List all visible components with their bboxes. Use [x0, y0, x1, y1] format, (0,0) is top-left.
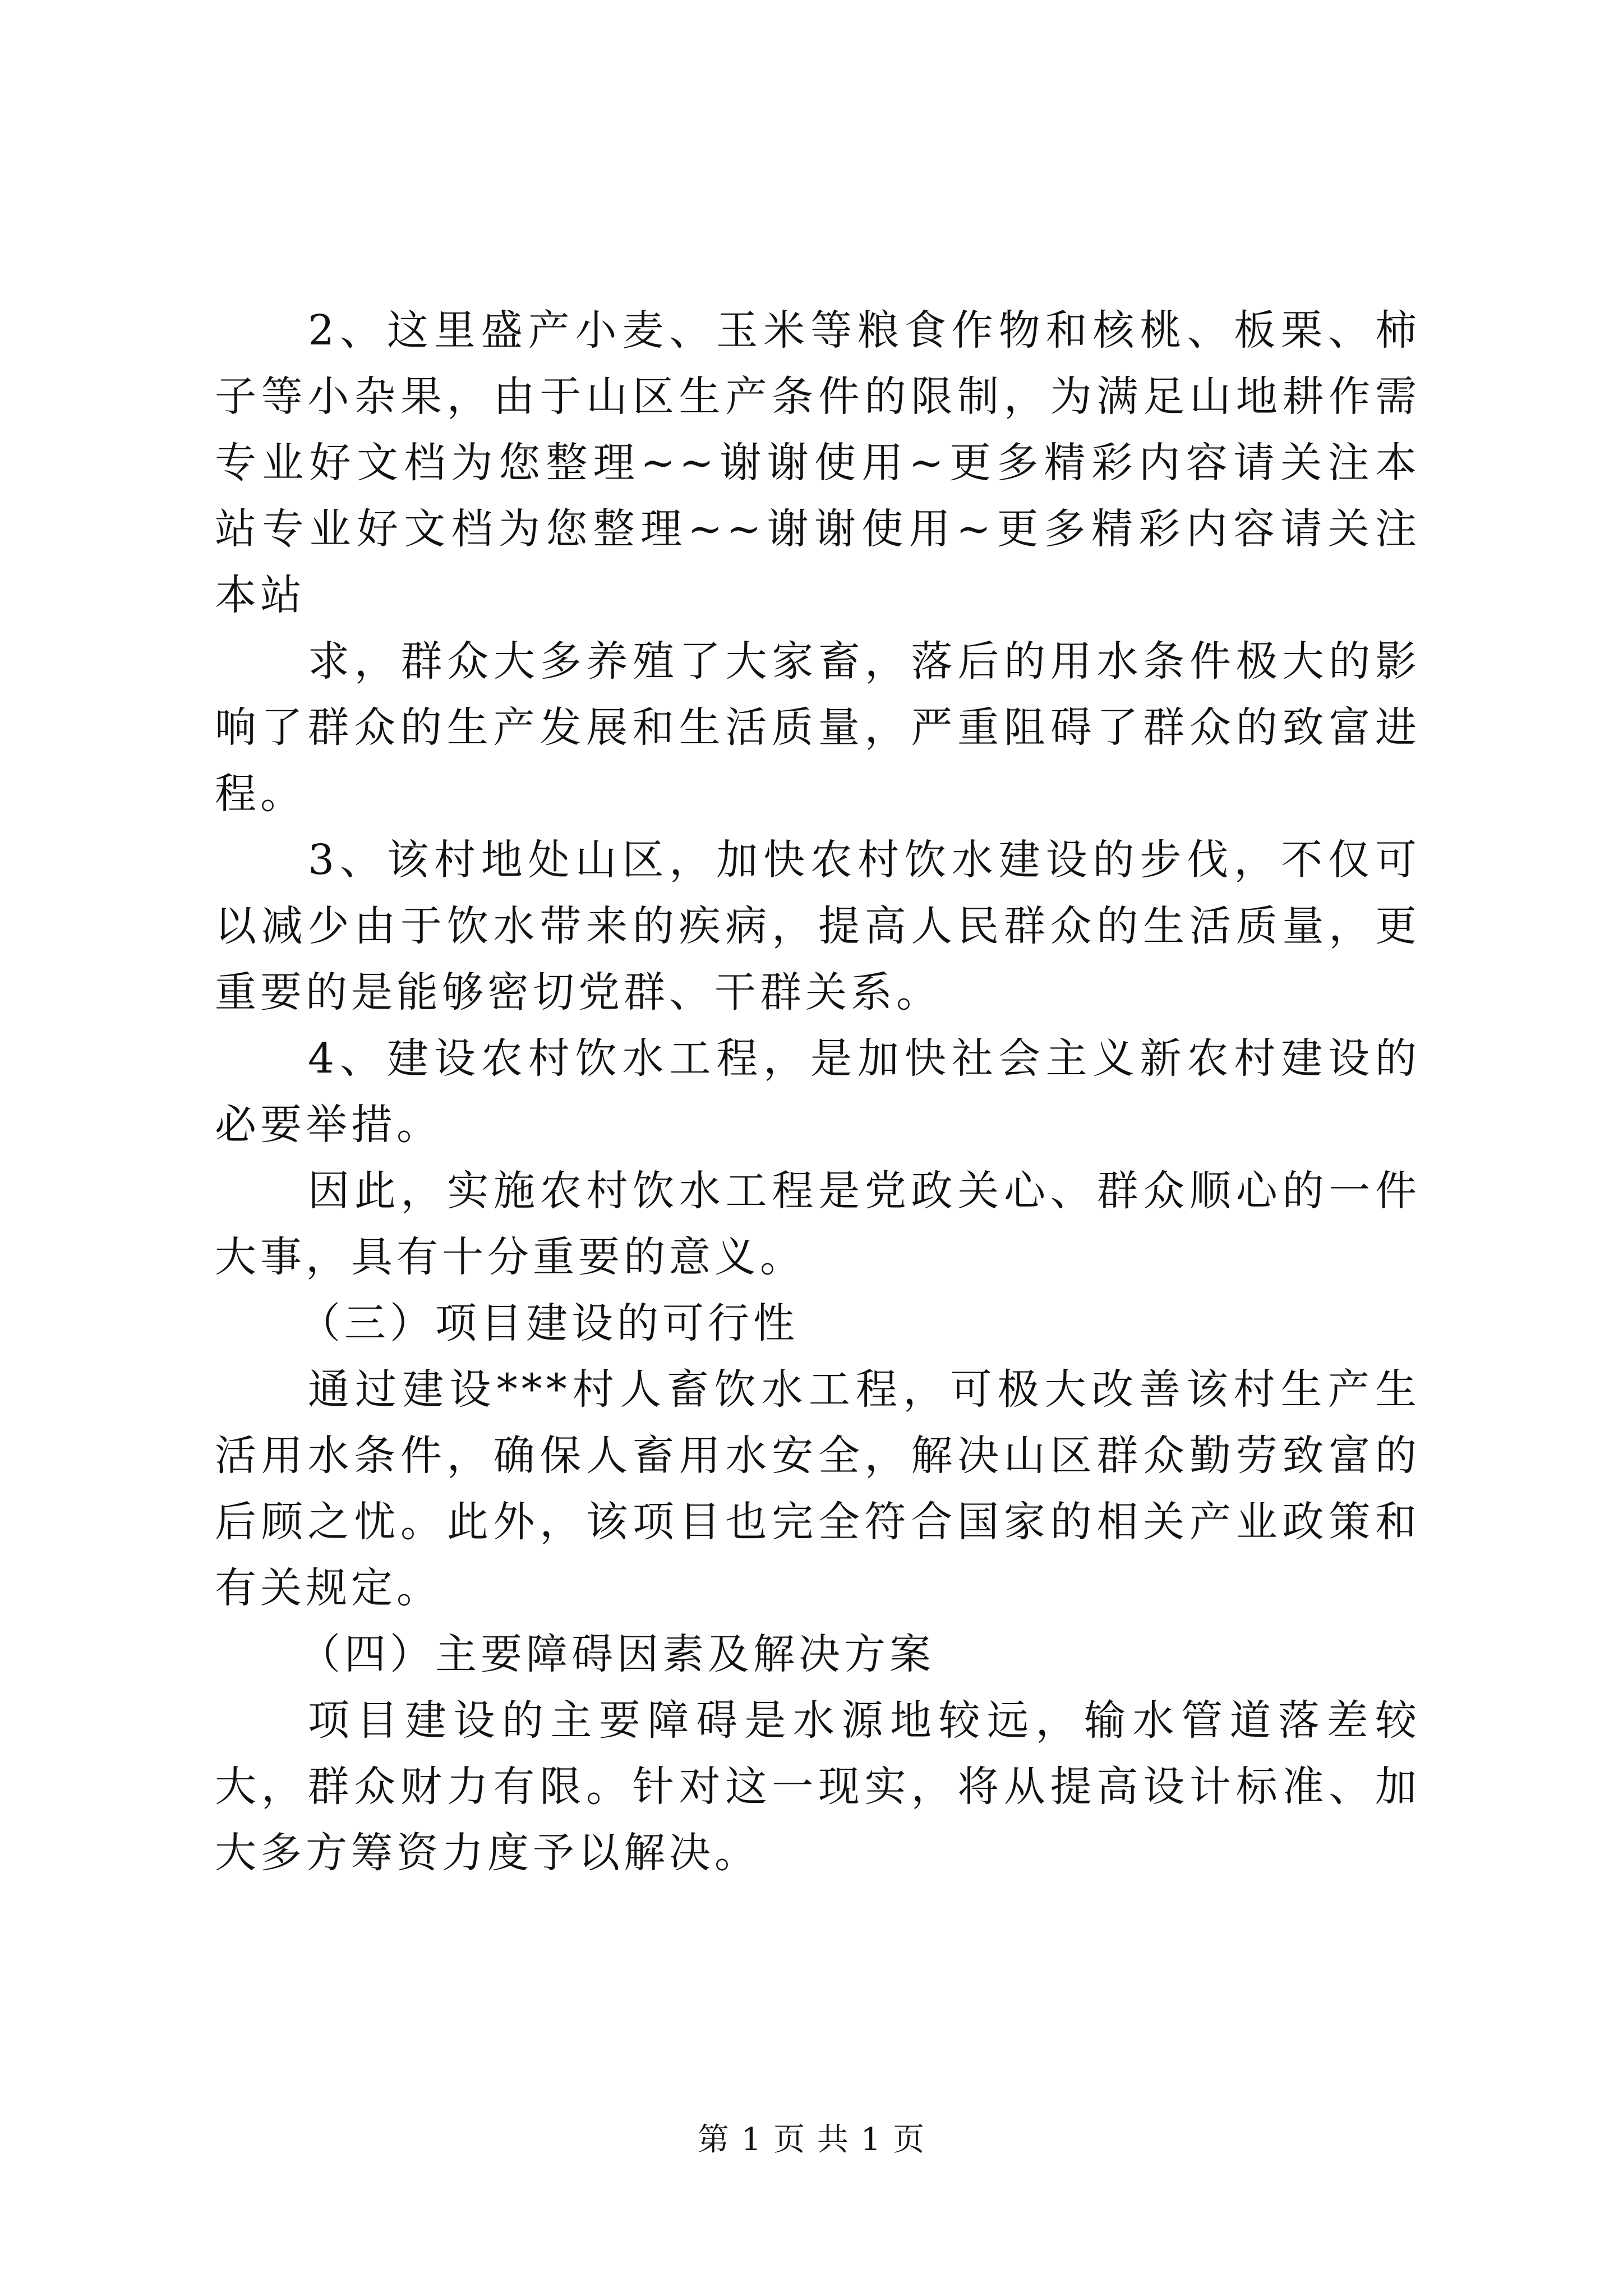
section-heading-feasibility: （三）项目建设的可行性: [299, 1299, 799, 1347]
document-body: [215, 297, 1421, 1886]
paragraph-grain-production: 2、这里盛产小麦、玉米等粮食作物和核桃、板栗、柿子等小杂果，由于山区生产条件的限制，为满足山地耕作需专业好文档为您整理~~谢谢使用~更多精彩内容请关注本站专业好文档为您整理~~谢谢使用~更多精彩内容请关注本站: [215, 306, 1421, 619]
paragraph-obstacles: 项目建设的主要障碍是水源地较远，输水管道落差较大，群众财力有限。针对这一现实，将从提高设计标准、加大多方筹资力度予以解决。: [215, 1696, 1421, 1877]
paragraph-feasibility: 通过建设***村人畜饮水工程，可极大改善该村生产生活用水条件，确保人畜用水安全，解决山区群众勤劳致富的后顾之忧。此外，该项目也完全符合国家的相关产业政策和有关规定。: [215, 1365, 1421, 1612]
paragraph-mountain-village: 3、该村地处山区，加快农村饮水建设的步伐，不仅可以减少由于饮水带来的疾病，提高人民群众的生活质量，更重要的是能够密切党群、干群关系。: [215, 836, 1421, 1016]
section-heading-obstacles: （四）主要障碍因素及解决方案: [299, 1630, 935, 1678]
page-number-footer: 第 1 页 共 1 页: [697, 2122, 926, 2158]
paragraph-livestock-water: 求，群众大多养殖了大家畜，落后的用水条件极大的影响了群众的生产发展和生活质量，严重阻碍了群众的致富进程。: [215, 637, 1421, 818]
paragraph-new-countryside: 4、建设农村饮水工程，是加快社会主义新农村建设的必要举措。: [215, 1034, 1421, 1149]
paragraph-significance: 因此，实施农村饮水工程是党政关心、群众顺心的一件大事，具有十分重要的意义。: [215, 1167, 1421, 1281]
